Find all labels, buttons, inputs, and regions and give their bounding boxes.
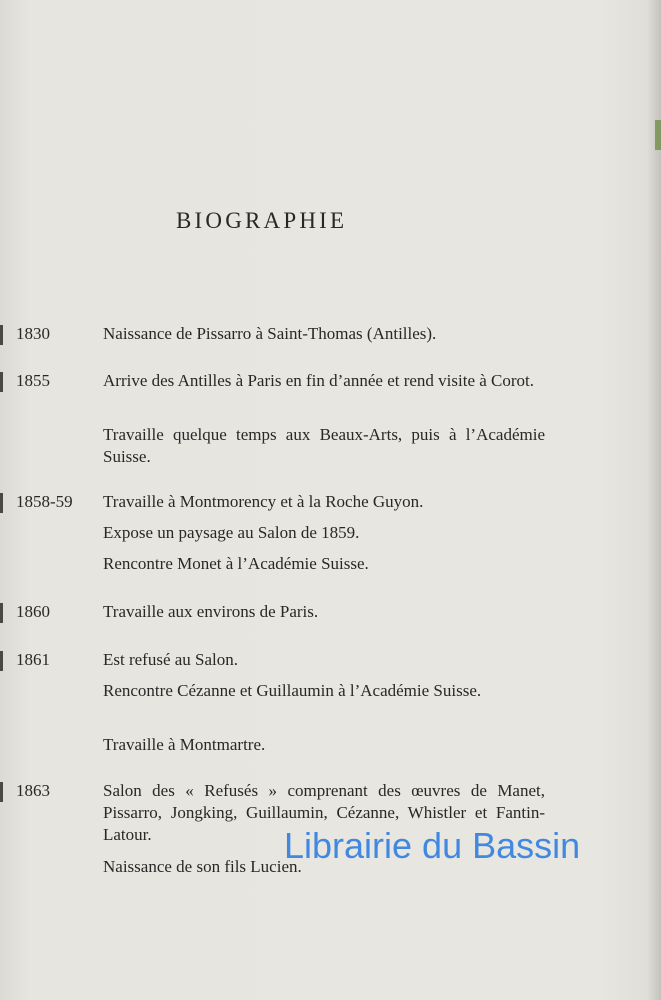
entry-paragraph: Travaille à Montmorency et à la Roche Guyon. [103, 492, 424, 511]
entry-paragraph: Expose un paysage au Salon de 1859. [103, 523, 360, 542]
margin-mark [0, 325, 3, 345]
entry-paragraph: Rencontre Monet à l’Académie Suisse. [103, 554, 369, 573]
entry-paragraph: Travaille quelque temps aux Beaux-Arts, puis à l’Académie Suisse. [103, 425, 545, 466]
entry-paragraph: Rencontre Cézanne et Guillaumin à l’Académie Suisse. [103, 681, 482, 700]
entry-paragraph: Travaille aux environs de Paris. [103, 602, 319, 621]
entry-paragraph: Travaille à Montmartre. [103, 735, 266, 754]
page-tab-marker [655, 120, 661, 150]
margin-mark [0, 782, 3, 802]
entry-paragraph: Salon des « Refusés » comprenant des œuvres de Manet, Pissarro, Jongking, Guillaumin, Cézanne, Whistler et Fantin-Latour. [103, 781, 545, 844]
entry-paragraph: Est refusé au Salon. [103, 650, 239, 669]
page-title: BIOGRAPHIE [176, 208, 348, 233]
entry-year: 1858-59 [16, 492, 73, 511]
margin-mark [0, 603, 3, 623]
margin-mark [0, 493, 3, 513]
page-edge-shadow [647, 0, 661, 1000]
margin-mark [0, 651, 3, 671]
entry-year: 1860 [16, 602, 50, 621]
entry-paragraph: Naissance de son fils Lucien. [103, 857, 302, 876]
entry-year: 1861 [16, 650, 50, 669]
entry-year: 1855 [16, 371, 50, 390]
entry-year: 1830 [16, 324, 50, 343]
entry-year: 1863 [16, 781, 50, 800]
entry-paragraph: Naissance de Pissarro à Saint-Thomas (Antilles). [103, 324, 437, 343]
entry-paragraph: Arrive des Antilles à Paris en fin d’année et rend visite à Corot. [103, 371, 535, 390]
watermark-text: Librairie du Bassin [284, 825, 581, 866]
margin-mark [0, 372, 3, 392]
